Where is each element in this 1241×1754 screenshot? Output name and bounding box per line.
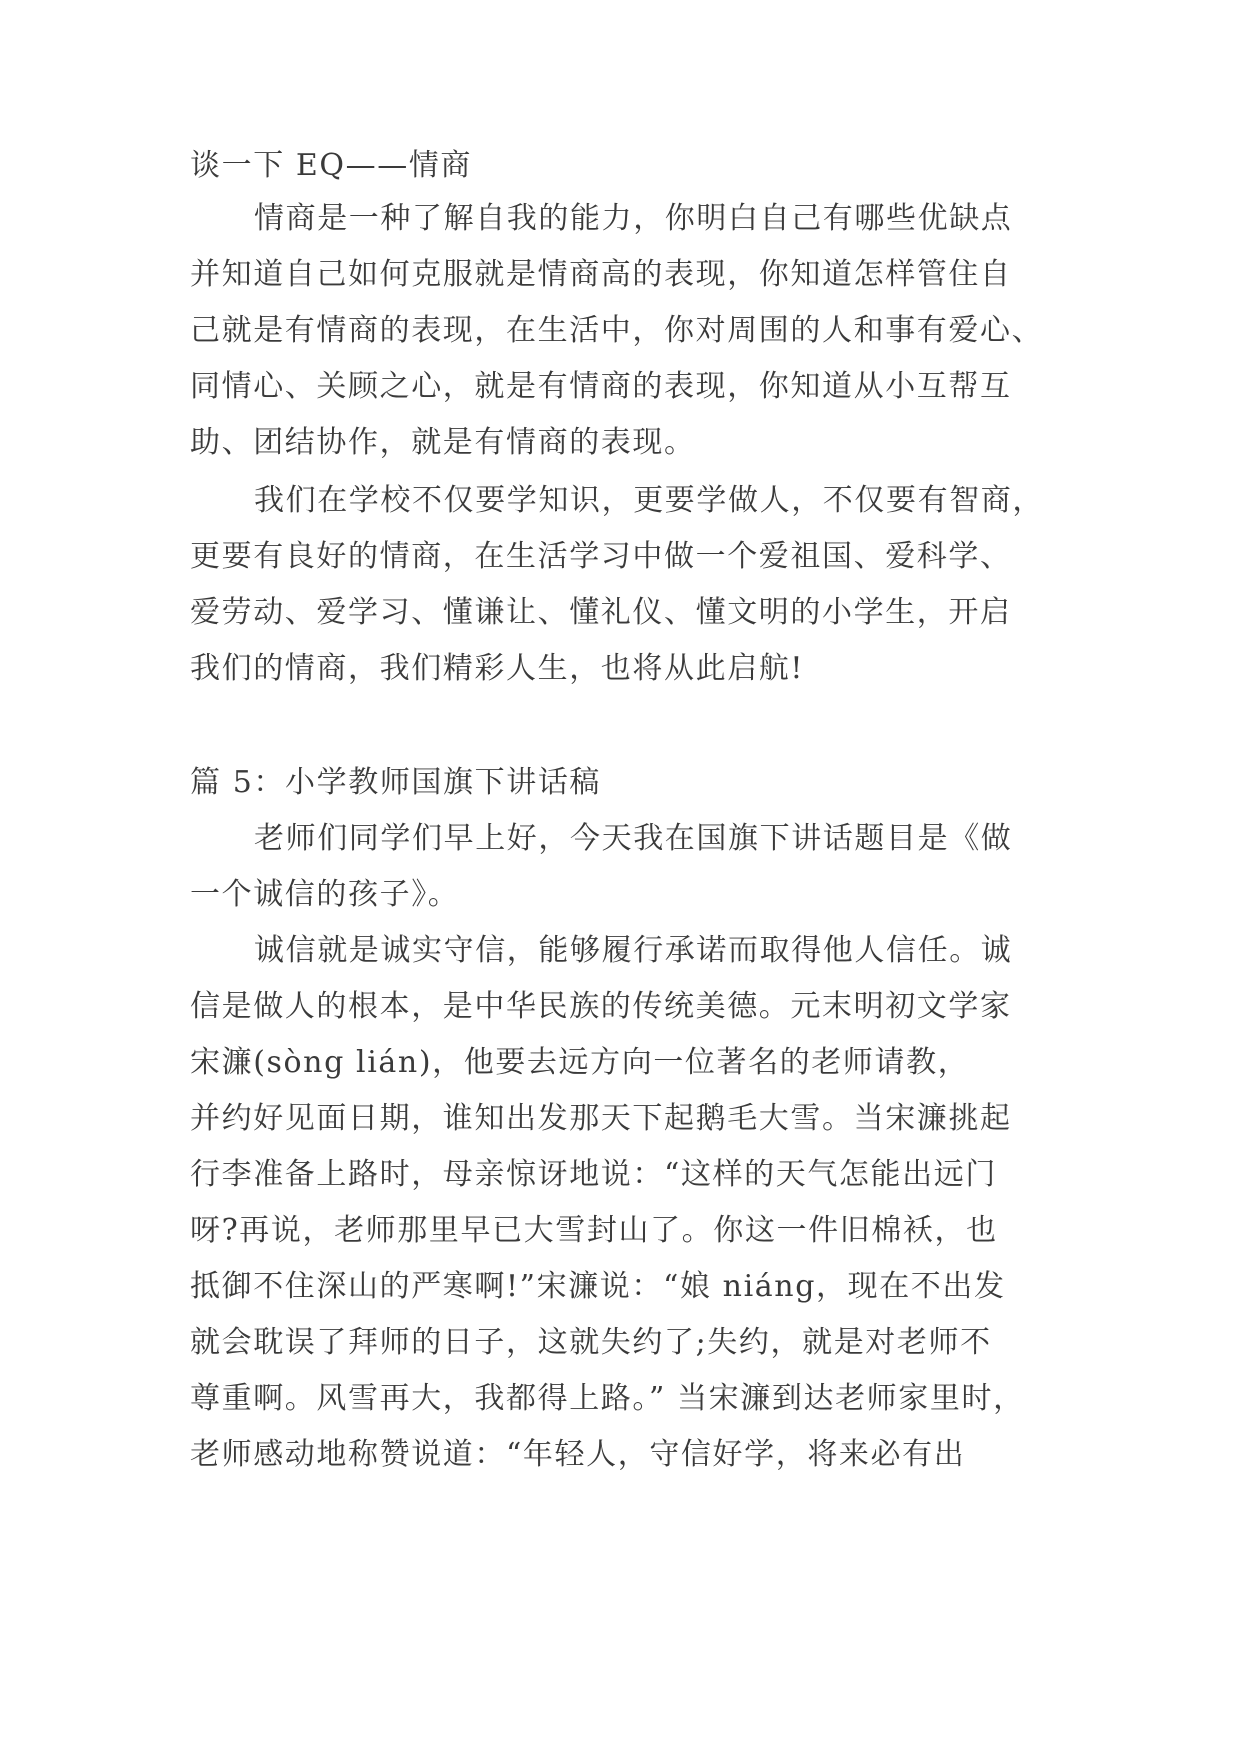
paragraph-line: 己就是有情商的表现，在生活中，你对周围的人和事有爱心、 <box>190 313 1044 348</box>
paragraph-line: 我们在学校不仅要学知识，更要学做人，不仅要有智商， <box>254 483 1044 518</box>
paragraph-line: 我们的情商，我们精彩人生，也将从此启航! <box>190 651 805 686</box>
paragraph-line: 更要有良好的情商，在生活学习中做一个爱祖国、爱科学、 <box>190 539 1012 574</box>
paragraph-line: 并约好见面日期，谁知出发那天下起鹅毛大雪。当宋濂挑起 <box>190 1101 1012 1136</box>
paragraph-line: 老师感动地称赞说道：“年轻人，守信好学，将来必有出 <box>190 1437 966 1472</box>
section-title: 谈一下 EQ——情商 <box>190 148 473 183</box>
paragraph-line: 行李准备上路时，母亲惊讶地说：“这样的天气怎能出远门 <box>190 1157 997 1192</box>
paragraph-line: 就会耽误了拜师的日子，这就失约了;失约，就是对老师不 <box>190 1325 992 1360</box>
paragraph-line: 信是做人的根本，是中华民族的传统美德。元末明初文学家 <box>190 989 1012 1024</box>
paragraph-line: 诚信就是诚实守信，能够履行承诺而取得他人信任。诚 <box>254 933 1013 968</box>
section-title: 篇 5：小学教师国旗下讲话稿 <box>190 765 602 800</box>
paragraph-line: 情商是一种了解自我的能力，你明白自己有哪些优缺点 <box>254 201 1013 236</box>
paragraph-line: 一个诚信的孩子》。 <box>190 877 460 912</box>
paragraph-line: 并知道自己如何克服就是情商高的表现，你知道怎样管住自 <box>190 257 1012 292</box>
paragraph-line: 爱劳动、爱学习、懂谦让、懂礼仪、懂文明的小学生，开启 <box>190 595 1012 630</box>
paragraph-line: 尊重啊。风雪再大，我都得上路。” 当宋濂到达老师家里时， <box>190 1381 1025 1416</box>
paragraph-line: 助、团结协作，就是有情商的表现。 <box>190 425 696 460</box>
paragraph-line: 同情心、关顾之心，就是有情商的表现，你知道从小互帮互 <box>190 369 1012 404</box>
paragraph-line: 呀?再说，老师那里早已大雪封山了。你这一件旧棉袄，也 <box>190 1213 998 1248</box>
paragraph-line: 老师们同学们早上好，今天我在国旗下讲话题目是《做 <box>254 821 1013 856</box>
paragraph-line: 宋濂(sòng lián)，他要去远方向一位著名的老师请教， <box>190 1045 970 1080</box>
paragraph-line: 抵御不住深山的严寒啊!”宋濂说：“娘 niáng，现在不出发 <box>190 1269 1006 1304</box>
